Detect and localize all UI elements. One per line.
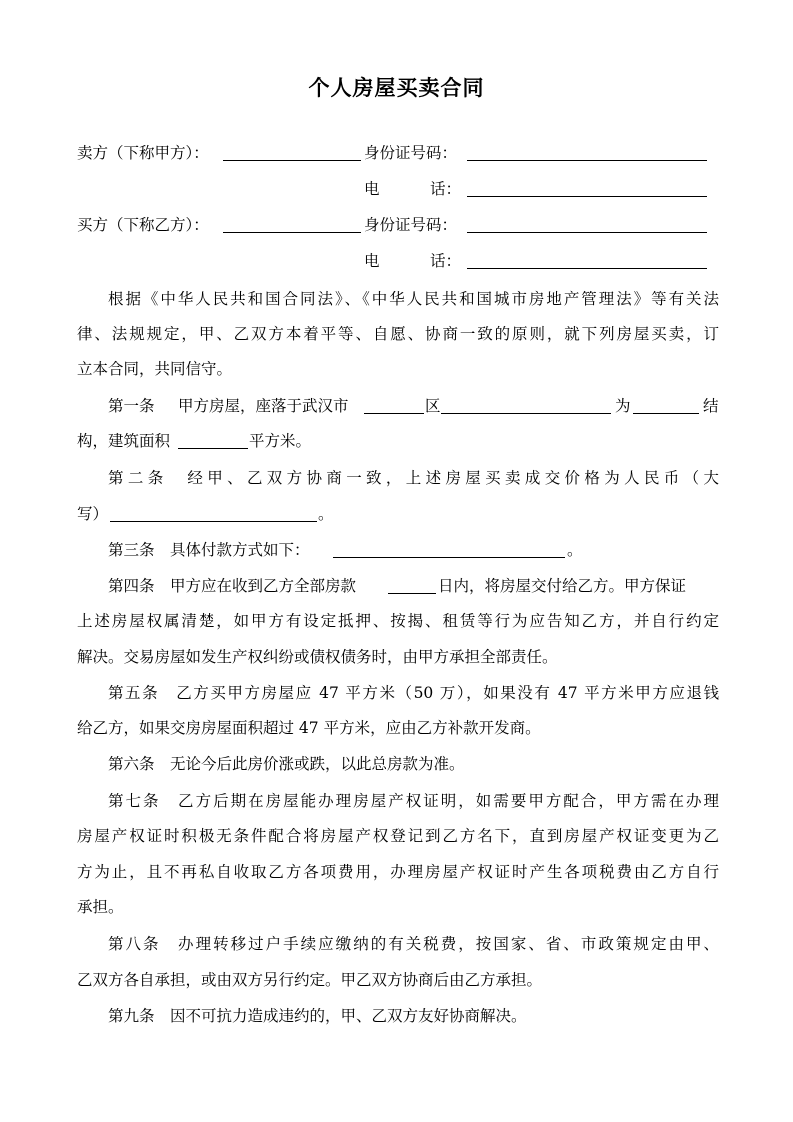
- seller-phone-label-1: 电: [364, 180, 380, 198]
- buyer-id-label: 身份证号码：: [364, 216, 458, 234]
- buyer-name-blank[interactable]: [223, 214, 361, 233]
- article-7-line-1: 第七条 乙方后期在房屋能办理房屋产权证明，如需要甲方配合，甲方需在办理: [108, 792, 719, 810]
- article-1-line-1: [77, 393, 719, 419]
- buyer-phone-blank[interactable]: [467, 250, 707, 269]
- delivery-days-blank[interactable]: [388, 575, 436, 594]
- article-5-line-1: 第五条 乙方买甲方房屋应 47 平方米（50 万），如果没有 47 平方米甲方应退钱: [108, 684, 719, 702]
- article-7-line-2: 房屋产权证时积极无条件配合将房屋产权登记到乙方名下，直到房屋产权证变更为乙: [77, 827, 719, 845]
- article-4-line-3: 解决。交易房屋如发生产权纠纷或债权债务时，由甲方承担全部责任。: [77, 648, 558, 666]
- structure-blank[interactable]: [633, 395, 699, 414]
- buyer-phone-label-1: 电: [364, 252, 380, 270]
- article-8-line-2: 乙双方各自承担，或由双方另行约定。甲乙双方协商后由乙方承担。: [77, 971, 543, 989]
- article-2-line2-b: 。: [318, 505, 334, 523]
- article-1-label: 第一条: [108, 397, 155, 415]
- article-1-line2-b: 平方米。: [249, 432, 312, 450]
- article-5-line-2: 给乙方，如果交房房屋面积超过 47 平方米，应由乙方补款开发商。: [77, 719, 541, 737]
- buyer-row: [77, 212, 719, 238]
- article-4-line1-b: 日内，将房屋交付给乙方。甲方保证: [438, 577, 687, 595]
- article-7-line-3: 方为止，且不再私自收取乙方各项费用，办理房屋产权证时产生各项税费由乙方自行: [77, 863, 719, 881]
- article-4-line-1: [77, 573, 719, 599]
- address-blank[interactable]: [441, 395, 611, 414]
- article-3-text-a: 第三条 具体付款方式如下：: [108, 541, 310, 559]
- article-1-text-d: 结: [703, 397, 719, 415]
- article-9-line-1: 第九条 因不可抗力造成违约的，甲、乙双方友好协商解决。: [108, 1007, 527, 1025]
- article-4-line-2: 上述房屋权属清楚，如甲方有设定抵押、按揭、租赁等行为应告知乙方，并自行约定: [77, 612, 719, 630]
- article-6-line-1: 第六条 无论今后此房价涨或跌，以此总房款为准。: [108, 755, 465, 773]
- article-8-line-1: 第八条 办理转移过户手续应缴纳的有关税费，按国家、省、市政策规定由甲、: [108, 935, 719, 953]
- article-2-line2-a: 写）: [77, 505, 109, 523]
- document-title: 个人房屋买卖合同: [308, 75, 485, 100]
- seller-id-blank[interactable]: [467, 142, 707, 161]
- payment-method-blank[interactable]: [333, 539, 565, 558]
- article-1-text-b: 区: [425, 397, 441, 415]
- seller-phone-label-2: 话：: [430, 180, 462, 198]
- buyer-phone-row: [77, 248, 719, 274]
- city-blank[interactable]: [364, 395, 424, 414]
- article-2-line-1: 第二条 经甲、乙双方协商一致，上述房屋买卖成交价格为人民币（大: [108, 469, 719, 487]
- buyer-phone-label-2: 话：: [430, 252, 462, 270]
- seller-phone-blank[interactable]: [467, 178, 707, 197]
- seller-row: [77, 140, 719, 166]
- preamble-line-1: 根据《中华人民共和国合同法》、《中华人民共和国城市房地产管理法》等有关法: [108, 290, 719, 308]
- article-1-line-2: [77, 428, 719, 454]
- area-blank[interactable]: [178, 430, 248, 449]
- article-3-line: [77, 537, 719, 563]
- article-1-text-a: 甲方房屋，座落于武汉市: [178, 397, 349, 415]
- article-3-text-b: 。: [567, 541, 583, 559]
- article-4-line1-a: 第四条 甲方应在收到乙方全部房款: [108, 577, 357, 595]
- seller-id-label: 身份证号码：: [364, 144, 458, 162]
- preamble-line-3: 立本合同，共同信守。: [77, 360, 233, 378]
- seller-phone-row: [77, 176, 719, 202]
- buyer-label: 买方（下称乙方）：: [77, 216, 209, 234]
- seller-name-blank[interactable]: [223, 142, 361, 161]
- price-blank[interactable]: [110, 503, 317, 522]
- article-1-text-c: 为: [615, 397, 631, 415]
- article-7-line-4: 承担。: [77, 898, 124, 916]
- article-2-line-2: [77, 501, 719, 527]
- buyer-id-blank[interactable]: [467, 214, 707, 233]
- seller-label: 卖方（下称甲方）：: [77, 144, 209, 162]
- preamble-line-2: 律、法规规定，甲、乙双方本着平等、自愿、协商一致的原则，就下列房屋买卖，订: [77, 325, 719, 343]
- article-1-line2-a: 构，建筑面积: [77, 432, 171, 450]
